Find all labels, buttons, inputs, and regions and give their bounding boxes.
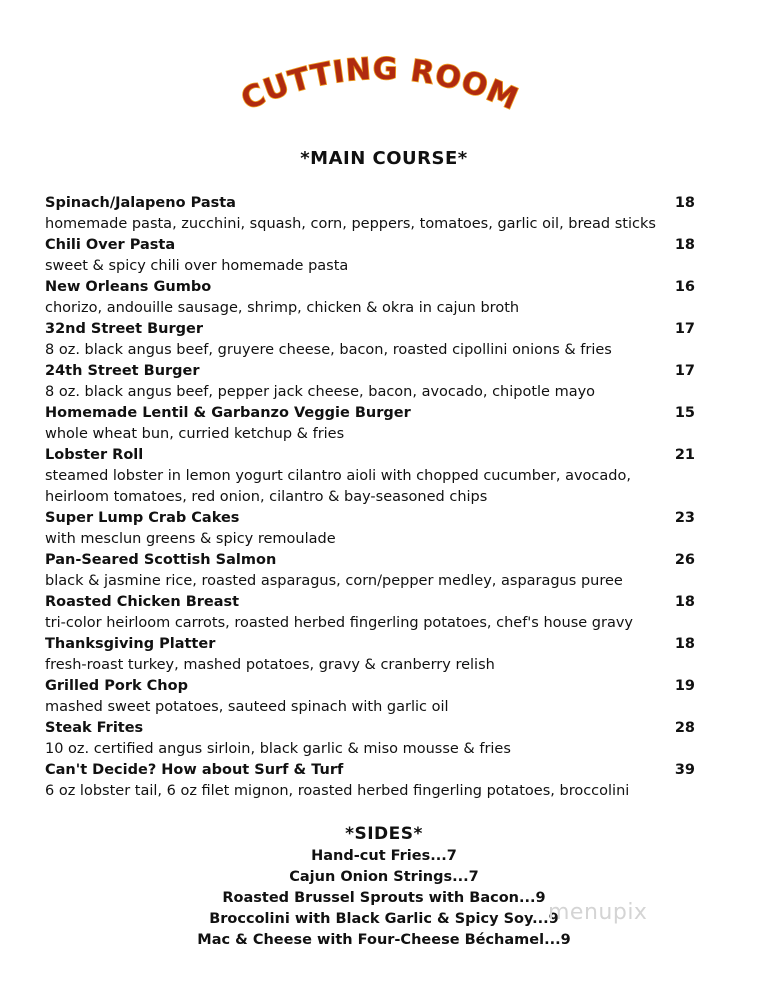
side-item: Mac & Cheese with Four-Cheese Béchamel...9 (197, 932, 571, 948)
menu-item-description: black & jasmine rice, roasted asparagus, corn/pepper medley, asparagus puree (45, 573, 623, 589)
menupix-watermark: menupix (548, 900, 648, 925)
menu-item-description: 6 oz lobster tail, 6 oz filet mignon, roasted herbed fingerling potatoes, broccolini (45, 783, 630, 799)
logo-text: CUTTING ROOM (236, 51, 524, 118)
menu-item (45, 676, 700, 718)
menu-item-name: Roasted Chicken Breast (45, 594, 240, 610)
menu-item-name: Super Lump Crab Cakes (45, 510, 240, 526)
menu-item (45, 760, 700, 802)
menu-item (45, 508, 700, 550)
menu-item-price: 18 (674, 594, 695, 610)
cutting-room-logo (220, 40, 540, 130)
menu-item (45, 361, 700, 403)
menu-item-name: New Orleans Gumbo (45, 279, 212, 295)
menu-item-description: with mesclun greens & spicy remoulade (45, 531, 336, 547)
menu-item-description: whole wheat bun, curried ketchup & fries (45, 426, 345, 442)
menu-item-name: Thanksgiving Platter (45, 636, 216, 652)
menu-item-price: 17 (674, 321, 695, 337)
menu-item-name: Chili Over Pasta (45, 237, 176, 253)
menu-item-price: 16 (674, 279, 695, 295)
main-course-title: *MAIN COURSE* (300, 148, 468, 169)
menu-item-name: Grilled Pork Chop (45, 678, 188, 694)
menu-item-name: Homemade Lentil & Garbanzo Veggie Burger (45, 405, 411, 421)
menu-item (45, 550, 700, 592)
menu-item (45, 718, 700, 760)
menu-item-description: 8 oz. black angus beef, pepper jack cheese, bacon, avocado, chipotle mayo (45, 384, 596, 400)
menu-item-description: tri-color heirloom carrots, roasted herbed fingerling potatoes, chef's house gravy (45, 615, 634, 631)
menu-item-price: 39 (674, 762, 695, 778)
menu-item-price: 21 (674, 447, 695, 463)
menu-item-description: 10 oz. certified angus sirloin, black garlic & miso mousse & fries (45, 741, 511, 757)
menu-item-description: chorizo, andouille sausage, shrimp, chicken & okra in cajun broth (45, 300, 520, 316)
menu-item-name: Steak Frites (45, 720, 144, 736)
menu-item-name: Can't Decide? How about Surf & Turf (45, 762, 344, 778)
menu-item-name: 32nd Street Burger (45, 321, 203, 337)
menu-item (45, 634, 700, 676)
menu-item-price: 23 (674, 510, 695, 526)
menu-item-description: sweet & spicy chili over homemade pasta (45, 258, 349, 274)
menu-item-price: 17 (674, 363, 695, 379)
menu-item (45, 235, 700, 277)
side-item: Broccolini with Black Garlic & Spicy Soy...9 (209, 911, 559, 927)
side-item: Roasted Brussel Sprouts with Bacon...9 (222, 890, 546, 906)
menu-item-name: Pan-Seared Scottish Salmon (45, 552, 277, 568)
menu-item-name: 24th Street Burger (45, 363, 200, 379)
menu-item-price: 28 (674, 720, 695, 736)
sides-list (0, 846, 768, 951)
side-item: Cajun Onion Strings...7 (289, 869, 479, 885)
menu-item-description: steamed lobster in lemon yogurt cilantro aioli with chopped cucumber, avocado, (45, 468, 631, 484)
menu-item-price: 15 (674, 405, 695, 421)
menu-item-price: 19 (674, 678, 695, 694)
main-course-list (45, 193, 700, 802)
menu-item (45, 319, 700, 361)
menu-item-price: 26 (674, 552, 695, 568)
menu-item (45, 277, 700, 319)
menu-item-description: heirloom tomatoes, red onion, cilantro & bay-seasoned chips (45, 489, 488, 505)
side-item: Hand-cut Fries...7 (311, 848, 457, 864)
menu-item-price: 18 (674, 636, 695, 652)
menu-item-description: 8 oz. black angus beef, gruyere cheese, bacon, roasted cipollini onions & fries (45, 342, 612, 358)
menu-item-description: fresh-roast turkey, mashed potatoes, gravy & cranberry relish (45, 657, 495, 673)
menu-item-price: 18 (674, 195, 695, 211)
menu-item-name: Lobster Roll (45, 447, 144, 463)
sides-title: *SIDES* (345, 824, 423, 844)
menu-item-description: mashed sweet potatoes, sauteed spinach with garlic oil (45, 699, 449, 715)
menu-item-description: homemade pasta, zucchini, squash, corn, peppers, tomatoes, garlic oil, bread sticks (45, 216, 656, 232)
menu-item (45, 592, 700, 634)
menu-item-name: Spinach/Jalapeno Pasta (45, 195, 236, 211)
menu-item (45, 403, 700, 445)
menu-item (45, 193, 700, 235)
menu-item (45, 445, 700, 508)
menu-item-price: 18 (674, 237, 695, 253)
